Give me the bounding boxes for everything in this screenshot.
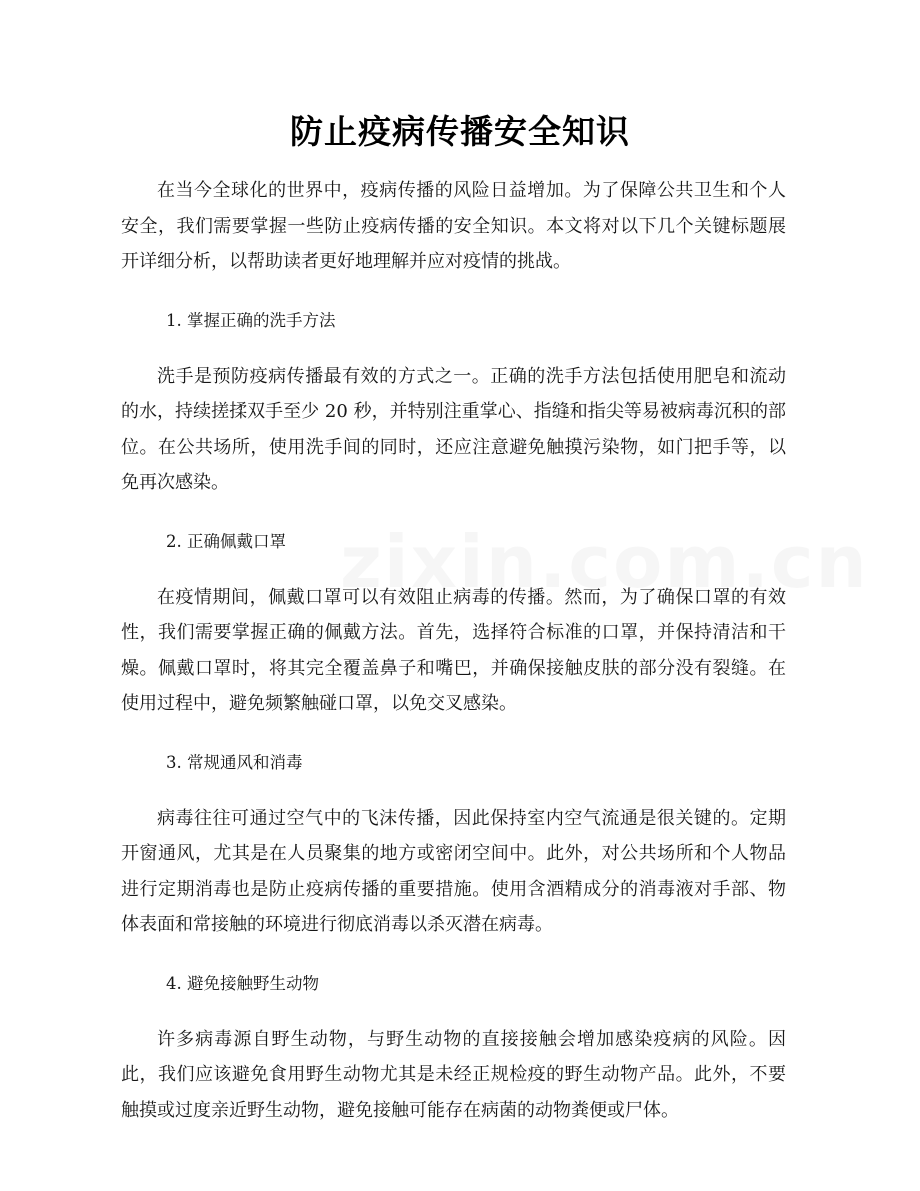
document-body — [121, 173, 786, 1154]
section-heading-ventilation: 3. 常规通风和消毒 — [166, 752, 303, 772]
page-title: 防止疫病传播安全知识 — [290, 112, 630, 151]
intro-paragraph: 在当今全球化的世界中，疫病传播的风险日益增加。为了保障公共卫生和个人安全，我们需要掌握一些防止疫病传播的安全知识。本文将对以下几个关键标题展开详细分析，以帮助读者更好地理解并应对疫情的挑战。 — [121, 180, 786, 272]
section-heading-handwashing: 1. 掌握正确的洗手方法 — [166, 310, 336, 330]
section-body-wildlife: 许多病毒源自野生动物，与野生动物的直接接触会增加感染疫病的风险。因此，我们应该避免食用野生动物尤其是未经正规检疫的野生动物产品。此外，不要触摸或过度亲近野生动物，避免接触可能存在病菌的动物粪便或尸体。 — [121, 1028, 786, 1121]
section-heading-wildlife: 4. 避免接触野生动物 — [166, 973, 319, 993]
section-body-masks: 在疫情期间，佩戴口罩可以有效阻止病毒的传播。然而，为了确保口罩的有效性，我们需要掌握正确的佩戴方法。首先，选择符合标准的口罩，并保持清洁和干燥。佩戴口罩时，将其完全覆盖鼻子和嘴巴，并确保接触皮肤的部分没有裂缝。在使用过程中，避免频繁触碰口罩，以免交叉感染。 — [121, 586, 786, 714]
section-body-handwashing: 洗手是预防疫病传播最有效的方式之一。正确的洗手方法包括使用肥皂和流动的水，持续搓揉双手至少 20 秒，并特别注重掌心、指缝和指尖等易被病毒沉积的部位。在公共场所，使用洗手间的同时，还应注意避免触摸污染物，如门把手等，以免再次感染。 — [121, 365, 786, 493]
section-heading-masks: 2. 正确佩戴口罩 — [166, 531, 286, 551]
section-body-ventilation: 病毒往往可通过空气中的飞沫传播，因此保持室内空气流通是很关键的。定期开窗通风，尤其是在人员聚集的地方或密闭空间中。此外，对公共场所和个人物品进行定期消毒也是防止疫病传播的重要措施。使用含酒精成分的消毒液对手部、物体表面和常接触的环境进行彻底消毒以杀灭潜在病毒。 — [121, 807, 786, 935]
